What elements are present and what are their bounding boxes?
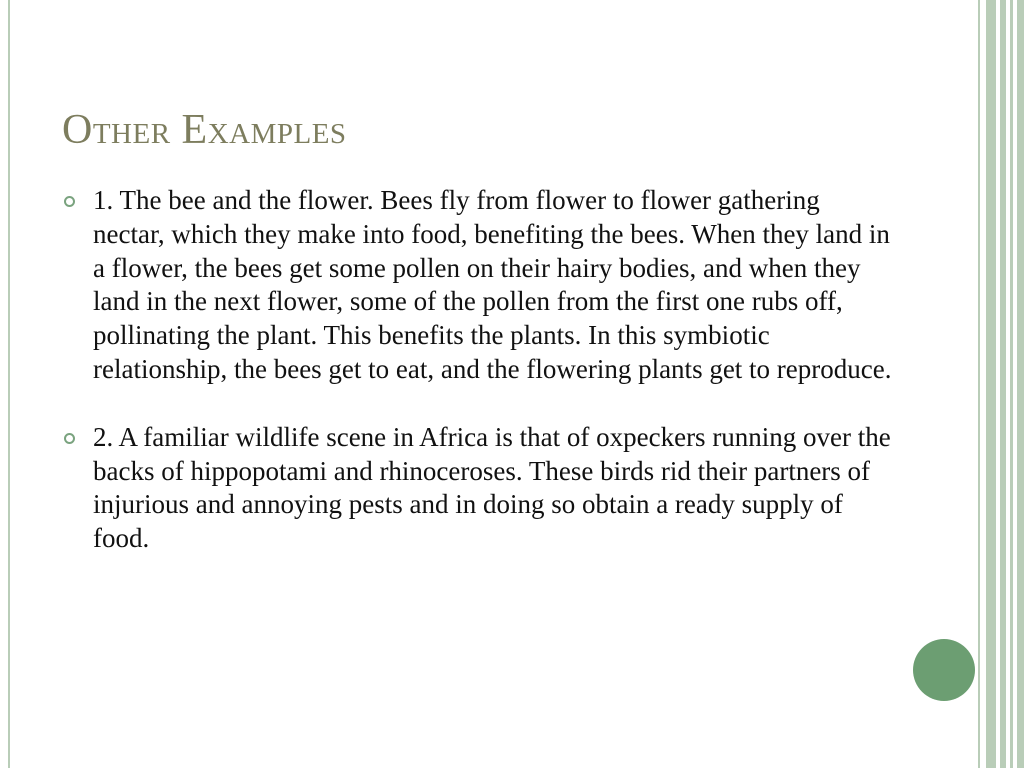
decorative-circle (913, 639, 975, 701)
decorative-stripe (1017, 0, 1024, 768)
decorative-stripe (1000, 0, 1006, 768)
decorative-stripe (1010, 0, 1013, 768)
left-border-line (8, 0, 10, 768)
bullet-text: 1. The bee and the flower. Bees fly from flower to flower gathering nectar, which they make into food, benefiting the bees. When they land in a flower, the bees get some pollen on their hairy bodies, and when they land in the next flower, some of the pollen from the first one rubs off, pollinating the plant. This benefits the plants. In this symbiotic relationship, the bees get to eat, and the flowering plants get to reproduce. (93, 185, 892, 384)
slide-title: Other Examples (62, 107, 347, 153)
bullet-item (62, 184, 892, 387)
decorative-stripe (978, 0, 980, 768)
bullet-text: 2. A familiar wildlife scene in Africa is that of oxpeckers running over the backs of hippopotami and rhinoceroses. These birds rid their partners of injurious and annoying pests and in doing so obtain a ready supply of food. (93, 421, 891, 554)
bullet-circle-icon (64, 196, 75, 207)
bullet-circle-icon (64, 433, 75, 444)
bullet-list (62, 184, 892, 590)
bullet-item (62, 421, 892, 556)
decorative-stripe (986, 0, 996, 768)
